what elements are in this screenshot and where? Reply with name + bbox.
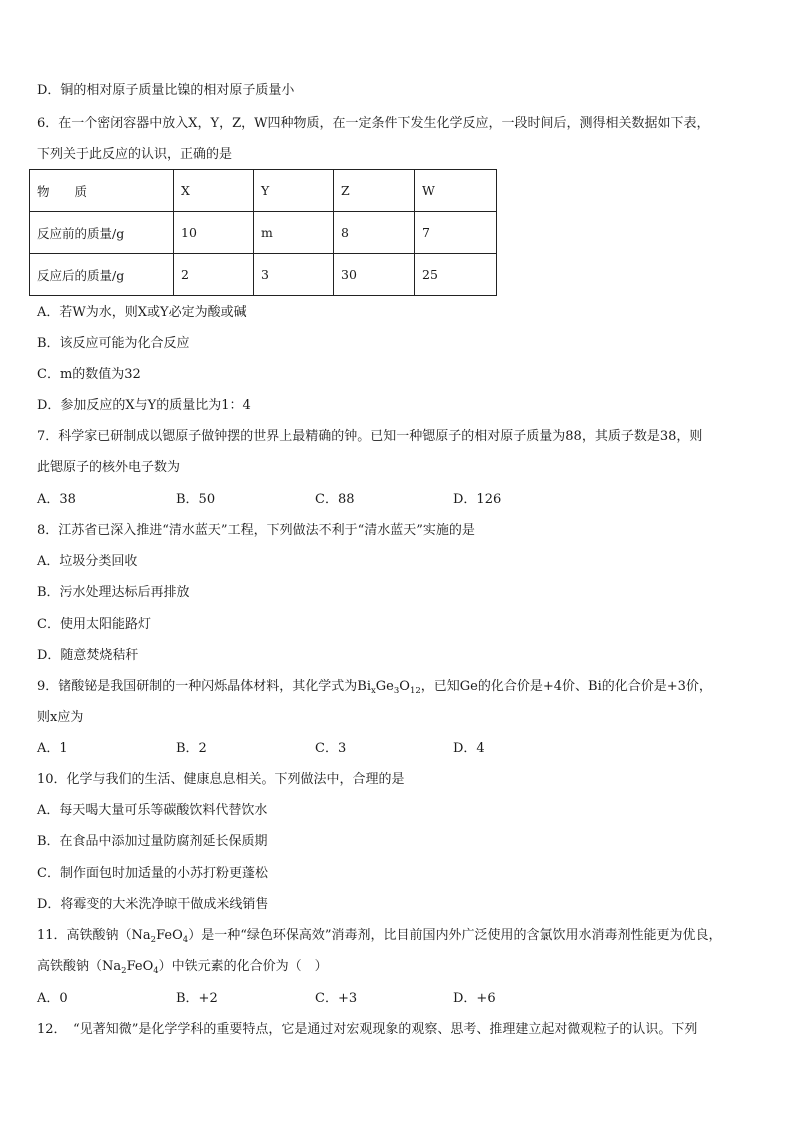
q6-option-b: B．该反应可能为化合反应 [37, 336, 190, 351]
table-cell: 3 [254, 254, 334, 296]
q10-option-b: B．在食品中添加过量防腐剂延长保质期 [37, 834, 268, 849]
q11-option-c: C．+3 [315, 991, 358, 1006]
formula-subscript: 2 [150, 935, 157, 945]
q6-option-c: C．m的数值为32 [37, 367, 141, 382]
table-cell: Y [254, 170, 334, 212]
q7-option-d: D．126 [453, 492, 502, 507]
q11-stem-suffix: ）是一种“绿色环保高效”消毒剂，比目前国内外广泛使用的含氯饮用水消毒剂性能更为优良， [188, 928, 722, 943]
q7-option-b: B．50 [176, 492, 216, 507]
q10-option-c: C．制作面包时加适量的小苏打粉更蓬松 [37, 866, 268, 881]
formula-subscript: 4 [182, 935, 189, 945]
q12-stem-line1: 12． “见著知微”是化学学科的重要特点，它是通过对宏观现象的观察、思考、推理建立起对微观粒子的认识。下列 [37, 1022, 698, 1037]
q8-option-b: B．污水处理达标后再排放 [37, 585, 190, 600]
formula-subscript: 3 [393, 686, 400, 696]
q7-option-c: C．88 [315, 492, 355, 507]
table-cell: 8 [334, 212, 415, 254]
q11-option-d: D．+6 [453, 991, 496, 1006]
q8-stem: 8．江苏省已深入推进“清水蓝天”工程，下列做法不利于“清水蓝天”实施的是 [37, 523, 475, 538]
table-cell: 25 [415, 254, 497, 296]
formula-element: Ge [375, 679, 394, 694]
table-cell: 7 [415, 212, 497, 254]
q6-option-d: D．参加反应的X与Y的质量比为1：4 [37, 398, 251, 413]
formula-subscript: x [370, 686, 376, 696]
q8-option-d: D．随意焚烧秸秆 [37, 648, 139, 663]
q10-option-a: A．每天喝大量可乐等碳酸饮料代替饮水 [37, 803, 268, 818]
q9-stem-suffix: ，已知Ge的化合价是+4价、Bi的化合价是+3价， [420, 679, 712, 694]
q10-stem: 10．化学与我们的生活、健康息息相关。下列做法中，合理的是 [37, 772, 405, 787]
formula-subscript: 2 [121, 966, 127, 976]
table-cell: m [254, 212, 334, 254]
q8-option-a: A．垃圾分类回收 [37, 554, 138, 569]
q9-stem-line2: 则x应为 [37, 710, 84, 725]
q11-stem-line1 [37, 926, 721, 946]
table-cell: 30 [334, 254, 415, 296]
q5-option-d: D．铜的相对原子质量比镍的相对原子质量小 [37, 83, 295, 98]
table-row [30, 254, 497, 296]
formula-element: O [399, 679, 410, 694]
q11-option-a: A．0 [37, 991, 68, 1006]
q11-stem-prefix: 11．高铁酸钠（Na [37, 928, 151, 943]
q11-stem2-prefix: 高铁酸钠（Na [37, 959, 122, 974]
q9-option-d: D．4 [453, 741, 485, 756]
q8-option-c: C．使用太阳能路灯 [37, 617, 151, 632]
q9-option-a: A．1 [37, 741, 68, 756]
q9-stem-line1 [37, 677, 712, 697]
q10-option-d: D．将霉变的大米洗净晾干做成米线销售 [37, 897, 269, 912]
q7-stem-line2: 此锶原子的核外电子数为 [37, 460, 181, 475]
q9-option-c: C．3 [315, 741, 347, 756]
table-cell: 10 [174, 212, 254, 254]
table-cell: X [174, 170, 254, 212]
q9-stem-prefix: 9．锗酸铋是我国研制的一种闪烁晶体材料，其化学式为Bi [37, 679, 371, 694]
q6-stem-line1: 6．在一个密闭容器中放入X，Y，Z，W四种物质，在一定条件下发生化学反应，一段时间后，测得相关数据如下表， [37, 116, 710, 131]
formula-element: FeO [126, 959, 154, 974]
table-cell: 物 质 [30, 170, 174, 212]
q7-stem-line1: 7．科学家已研制成以锶原子做钟摆的世界上最精确的钟。已知一种锶原子的相对原子质量为88，其质子数是38，则 [37, 429, 703, 444]
q9-option-b: B．2 [176, 741, 207, 756]
q6-option-a: A．若W为水，则X或Y必定为酸或碱 [37, 305, 247, 320]
q7-option-a: A．38 [37, 492, 76, 507]
table-cell: 反应前的质量/g [30, 212, 174, 254]
table-cell: W [415, 170, 497, 212]
q6-data-table [29, 169, 497, 296]
table-row [30, 212, 497, 254]
q6-stem-line2: 下列关于此反应的认识，正确的是 [37, 147, 233, 162]
q11-stem-line2 [37, 957, 328, 977]
table-cell: 2 [174, 254, 254, 296]
table-cell: 反应后的质量/g [30, 254, 174, 296]
formula-subscript: 4 [153, 966, 159, 976]
table-header-row [30, 170, 497, 212]
formula-subscript: 12 [409, 686, 421, 696]
formula-element: FeO [156, 928, 183, 943]
q11-stem2-suffix: ）中铁元素的化合价为（ ） [158, 959, 328, 974]
q11-option-b: B．+2 [176, 991, 218, 1006]
table-cell: Z [334, 170, 415, 212]
